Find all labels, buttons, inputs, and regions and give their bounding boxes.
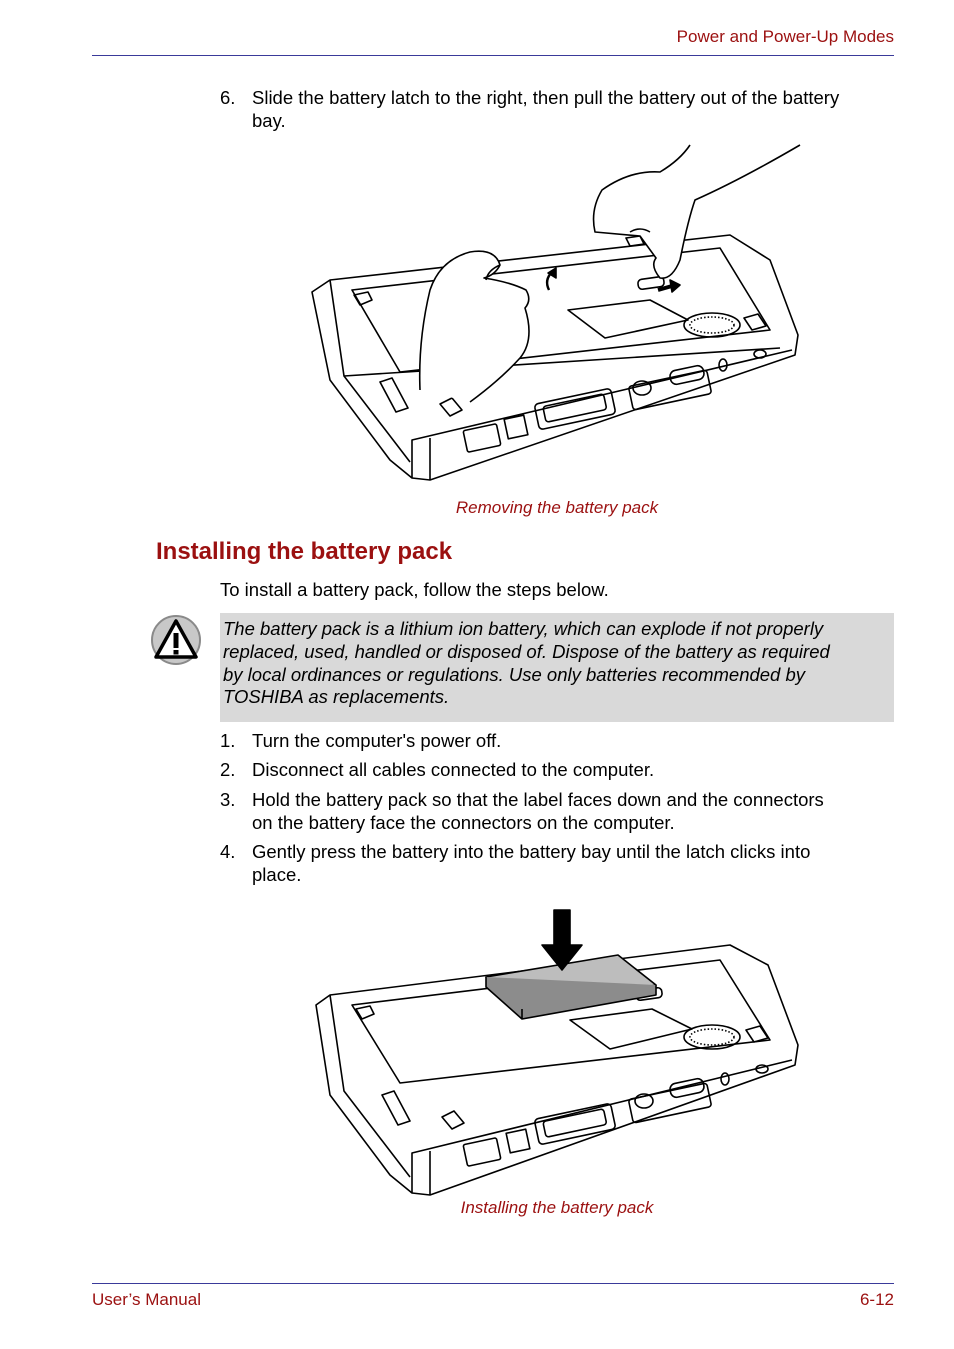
warning-text <box>223 618 891 709</box>
warning-line: by local ordinances or regulations. Use only batteries recommended by <box>223 663 806 685</box>
step-text-line1: Disconnect all cables connected to the computer. <box>252 759 655 780</box>
footer-manual-title: User’s Manual <box>92 1290 201 1309</box>
footer-rule <box>92 1283 894 1284</box>
step-number: 1. <box>220 730 236 751</box>
step-number: 6. <box>220 87 236 108</box>
warning-triangle-icon <box>150 614 202 666</box>
list-item <box>220 758 900 781</box>
figure-caption-installing: Installing the battery pack <box>460 1198 654 1217</box>
running-header: Power and Power-Up Modes <box>676 27 894 46</box>
step-text-line1: Slide the battery latch to the right, then pull the battery out of the battery <box>252 87 840 108</box>
step-text-line2: place. <box>252 864 302 885</box>
step-text-line1: Turn the computer's power off. <box>252 730 502 751</box>
list-item <box>220 840 900 886</box>
figure-caption-removing: Removing the battery pack <box>455 498 659 517</box>
step-text-line1: Hold the battery pack so that the label faces down and the connectors <box>252 789 824 810</box>
step-number: 4. <box>220 841 236 862</box>
step-number: 3. <box>220 789 236 810</box>
section-intro: To install a battery pack, follow the steps below. <box>220 579 609 600</box>
page-number: 6-12 <box>859 1290 894 1309</box>
section-heading: Installing the battery pack <box>156 538 453 565</box>
step-text-line2: bay. <box>252 110 286 131</box>
warning-line: TOSHIBA as replacements. <box>223 686 450 708</box>
figure-installing-battery <box>300 905 810 1200</box>
step-number: 2. <box>220 759 236 780</box>
step-item-6 <box>220 86 900 132</box>
warning-line: The battery pack is a lithium ion battery, which can explode if not properly <box>223 618 824 639</box>
list-item <box>220 729 900 752</box>
list-item <box>220 788 900 834</box>
step-text-line2: on the battery face the connectors on the computer. <box>252 812 675 833</box>
step-text-line1: Gently press the battery into the battery bay until the latch clicks into <box>252 841 811 862</box>
header-rule <box>92 55 894 56</box>
figure-removing-battery <box>300 140 810 490</box>
warning-line: replaced, used, handled or disposed of. Dispose of the battery as required <box>223 640 830 662</box>
